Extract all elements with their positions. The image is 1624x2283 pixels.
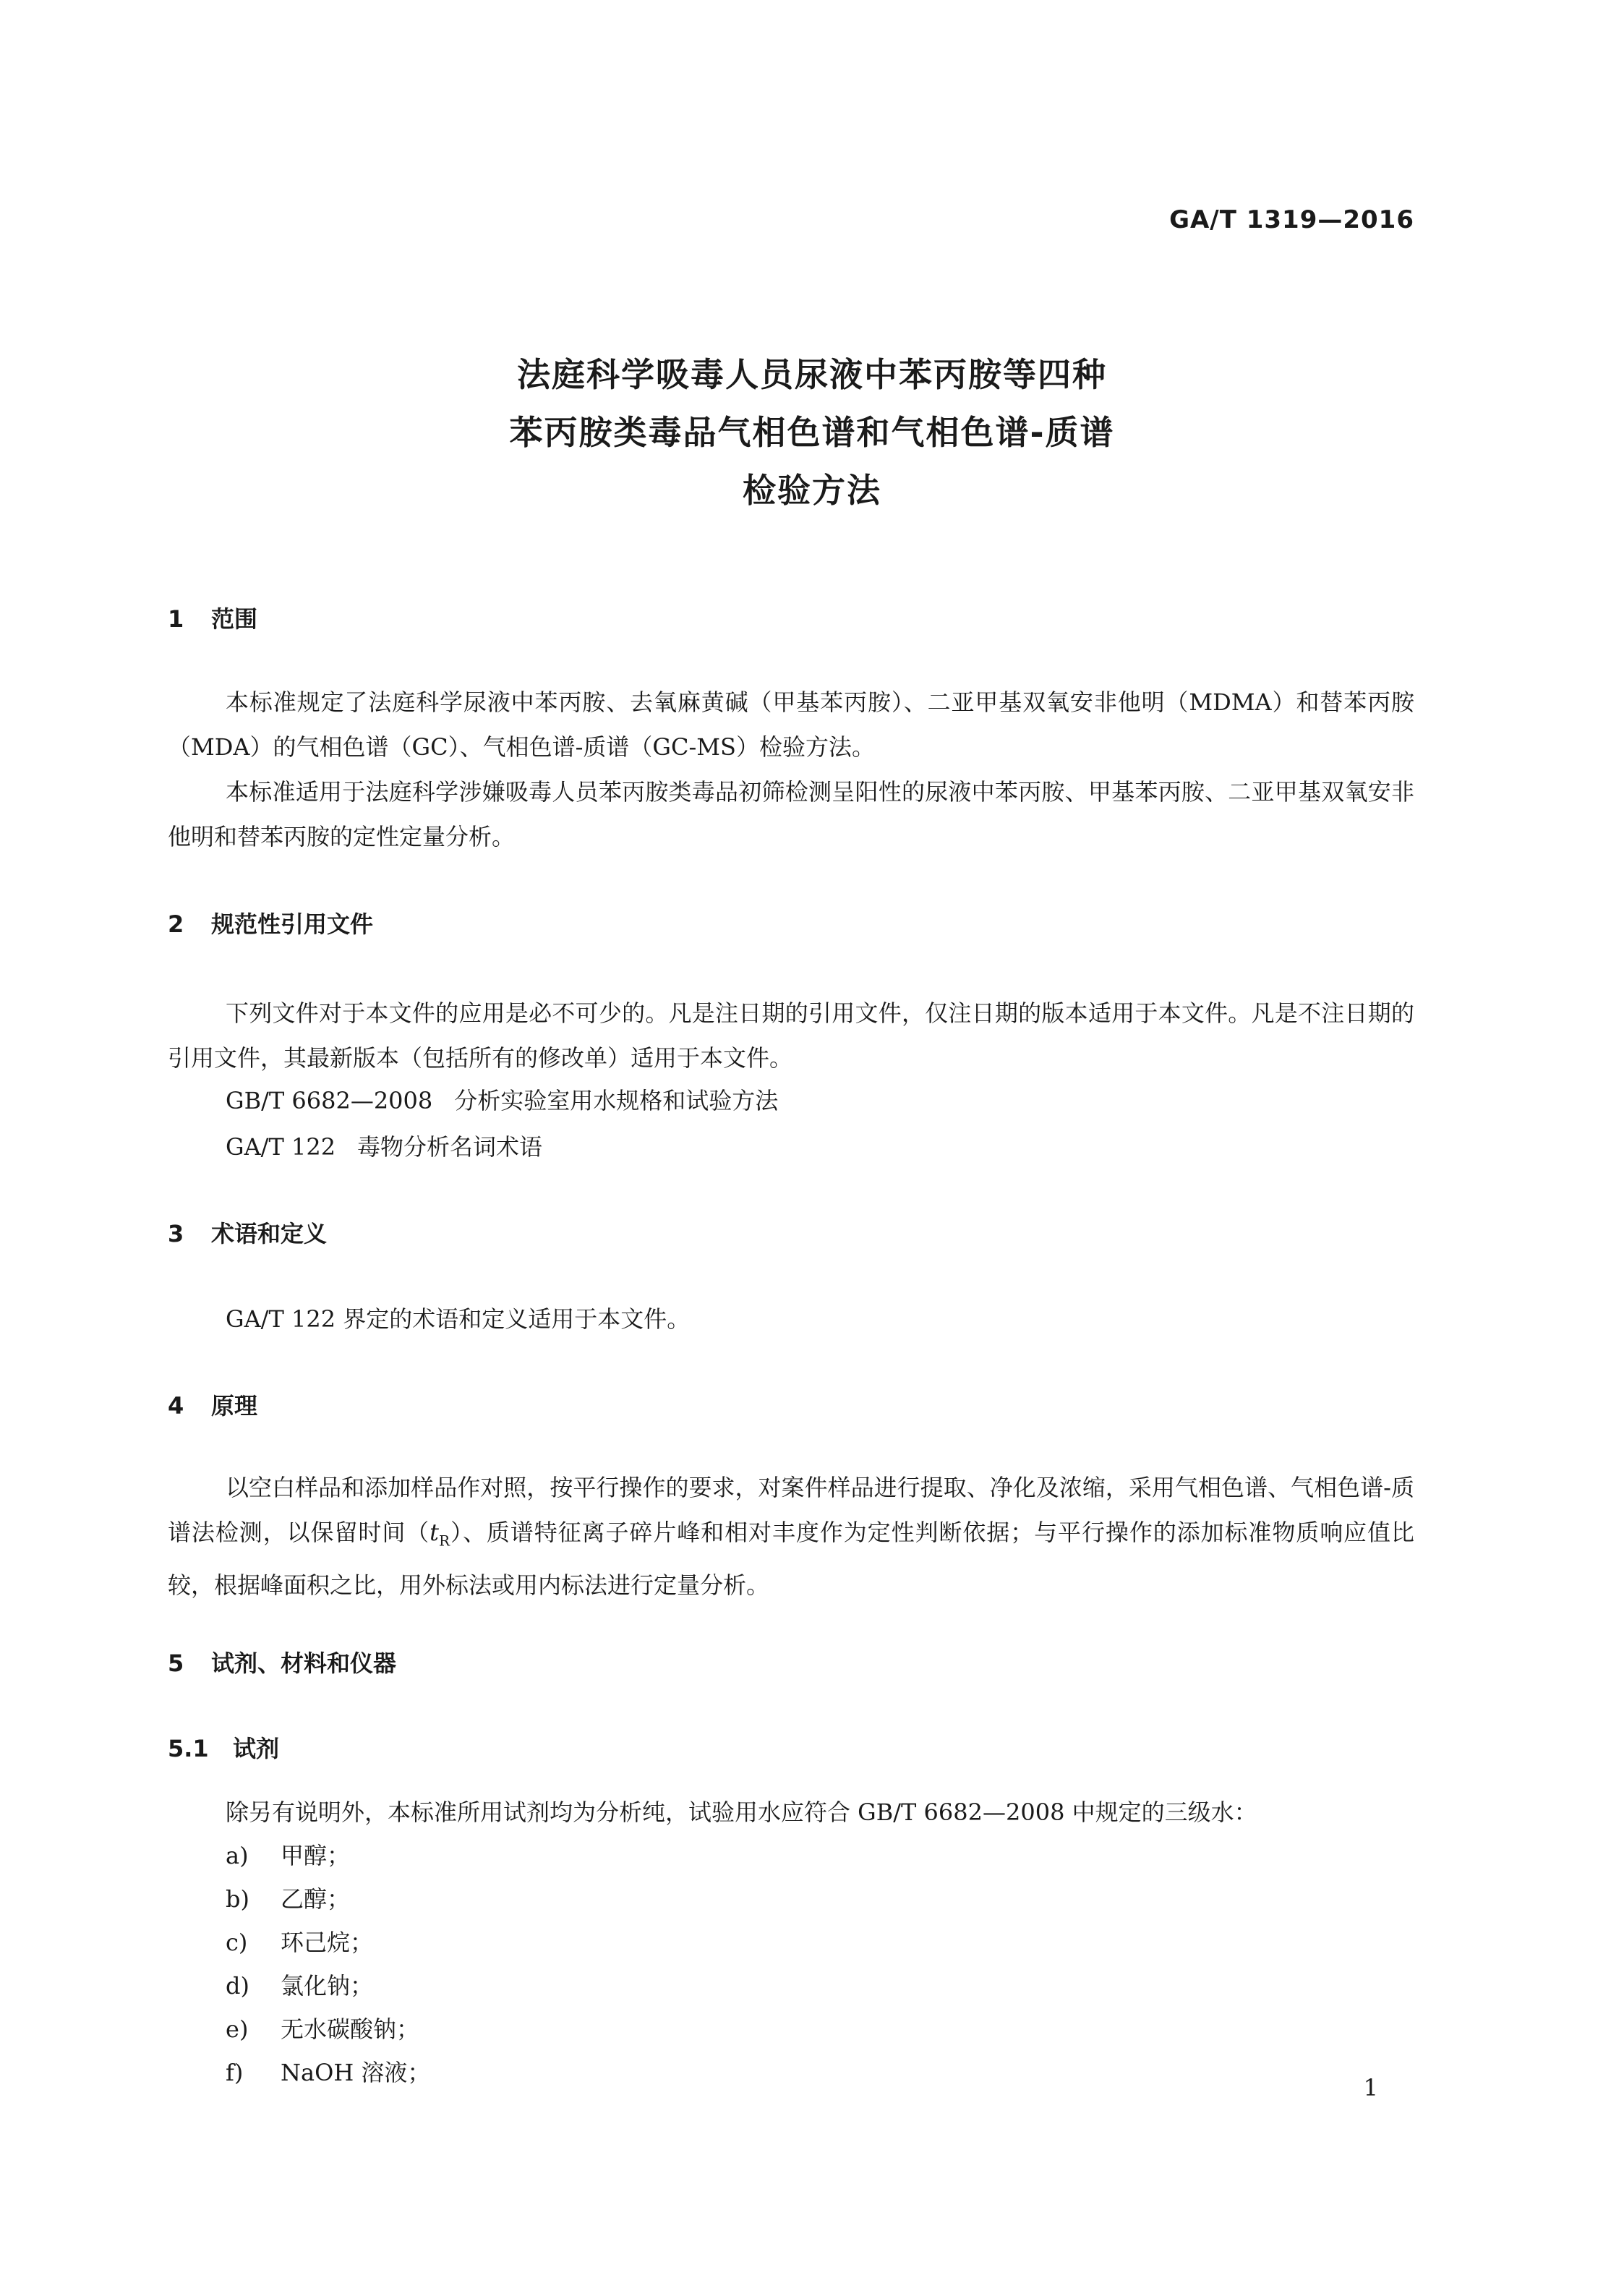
list-item bbox=[226, 2058, 430, 2087]
list-item bbox=[226, 1971, 373, 2000]
title-line-3: 检验方法 bbox=[743, 471, 881, 510]
list-text: 乙醇； bbox=[281, 1885, 351, 1913]
section-number: 5 bbox=[168, 1650, 184, 1677]
section-title: 术语和定义 bbox=[211, 1220, 328, 1247]
title-line-1: 法庭科学吸毒人员尿液中苯丙胺等四种 bbox=[517, 355, 1107, 394]
reference-title: 分析实验室用水规格和试验方法 bbox=[454, 1087, 779, 1114]
section-title: 规范性引用文件 bbox=[211, 910, 374, 938]
section-title: 试剂、材料和仪器 bbox=[211, 1650, 397, 1677]
list-item bbox=[226, 1928, 373, 1957]
subsection-title: 试剂 bbox=[233, 1735, 280, 1762]
section-3-heading bbox=[168, 1219, 327, 1248]
list-marker: f) bbox=[226, 2059, 244, 2086]
list-item bbox=[226, 1885, 350, 1913]
list-marker: c) bbox=[226, 1929, 248, 1956]
section-1-heading bbox=[168, 605, 257, 633]
section-number: 2 bbox=[168, 910, 184, 938]
section-4-heading bbox=[168, 1391, 257, 1420]
list-text: 无水碳酸钠； bbox=[281, 2015, 420, 2043]
list-marker: d) bbox=[226, 1972, 249, 2000]
section-number: 3 bbox=[168, 1220, 184, 1247]
section-1-paragraph-2: 本标准适用于法庭科学涉嫌吸毒人员苯丙胺类毒品初筛检测呈阳性的尿液中苯丙胺、甲基苯丙胺、二亚甲基双氧安非他明和替苯丙胺的定性定量分析。 bbox=[168, 778, 1414, 850]
principle-text-part-1: 以空白样品和添加样品作对照，按平行操作的要求，对案件样品进行提取、净化及浓缩，采用气相色谱、气相色谱-质谱法检测，以保留时间（ bbox=[168, 1474, 1414, 1546]
reference-title: 毒物分析名词术语 bbox=[357, 1133, 543, 1161]
normative-reference bbox=[226, 1132, 542, 1161]
normative-reference bbox=[226, 1086, 778, 1115]
section-1-paragraph-1: 本标准规定了法庭科学尿液中苯丙胺、去氧麻黄碱（甲基苯丙胺）、二亚甲基双氧安非他明（MDMA）和替苯丙胺（MDA）的气相色谱（GC）、气相色谱-质谱（GC-MS）检验方法。 bbox=[168, 688, 1414, 761]
section-5-heading bbox=[168, 1649, 396, 1678]
standard-code: GA/T 1319—2016 bbox=[1169, 205, 1414, 234]
list-text: 氯化钠； bbox=[281, 1972, 374, 2000]
reagents-intro: 除另有说明外，本标准所用试剂均为分析纯，试验用水应符合 GB/T 6682—2008 中规定的三级水： bbox=[226, 1798, 1257, 1826]
document-title bbox=[0, 346, 1624, 519]
section-title: 范围 bbox=[211, 605, 258, 633]
list-text: NaOH 溶液； bbox=[281, 2059, 431, 2086]
page-number: 1 bbox=[1363, 2074, 1378, 2101]
title-line-2: 苯丙胺类毒品气相色谱和气相色谱-质谱 bbox=[509, 413, 1115, 452]
list-item bbox=[226, 2015, 419, 2044]
section-number: 1 bbox=[168, 605, 184, 633]
list-item bbox=[226, 1841, 350, 1870]
list-marker: e) bbox=[226, 2015, 249, 2043]
subsection-number: 5.1 bbox=[168, 1735, 209, 1762]
section-4-paragraph-1 bbox=[168, 1465, 1414, 1608]
reference-code: GA/T 122 bbox=[226, 1133, 336, 1161]
section-title: 原理 bbox=[211, 1392, 258, 1420]
retention-time-subscript: R bbox=[439, 1532, 450, 1550]
retention-time-symbol: t bbox=[429, 1519, 440, 1546]
section-3-paragraph-1: GA/T 122 界定的术语和定义适用于本文件。 bbox=[226, 1305, 691, 1333]
list-marker: a) bbox=[226, 1842, 249, 1869]
section-5-1-heading bbox=[168, 1734, 279, 1763]
list-text: 环己烷； bbox=[281, 1929, 374, 1956]
section-2-heading bbox=[168, 910, 373, 939]
section-number: 4 bbox=[168, 1392, 184, 1420]
list-text: 甲醇； bbox=[281, 1842, 351, 1869]
reference-code: GB/T 6682—2008 bbox=[226, 1087, 433, 1114]
principle-text-part-2: ）、质谱特征离子碎片峰和相对丰度作为定性判断依据；与平行操作的添加标准物质响应值比较，根据峰面积之比，用外标法或用内标法进行定量分析。 bbox=[168, 1519, 1414, 1600]
list-marker: b) bbox=[226, 1885, 249, 1913]
section-2-paragraph-1: 下列文件对于本文件的应用是必不可少的。凡是注日期的引用文件，仅注日期的版本适用于本文件。凡是不注日期的引用文件，其最新版本（包括所有的修改单）适用于本文件。 bbox=[168, 999, 1414, 1072]
